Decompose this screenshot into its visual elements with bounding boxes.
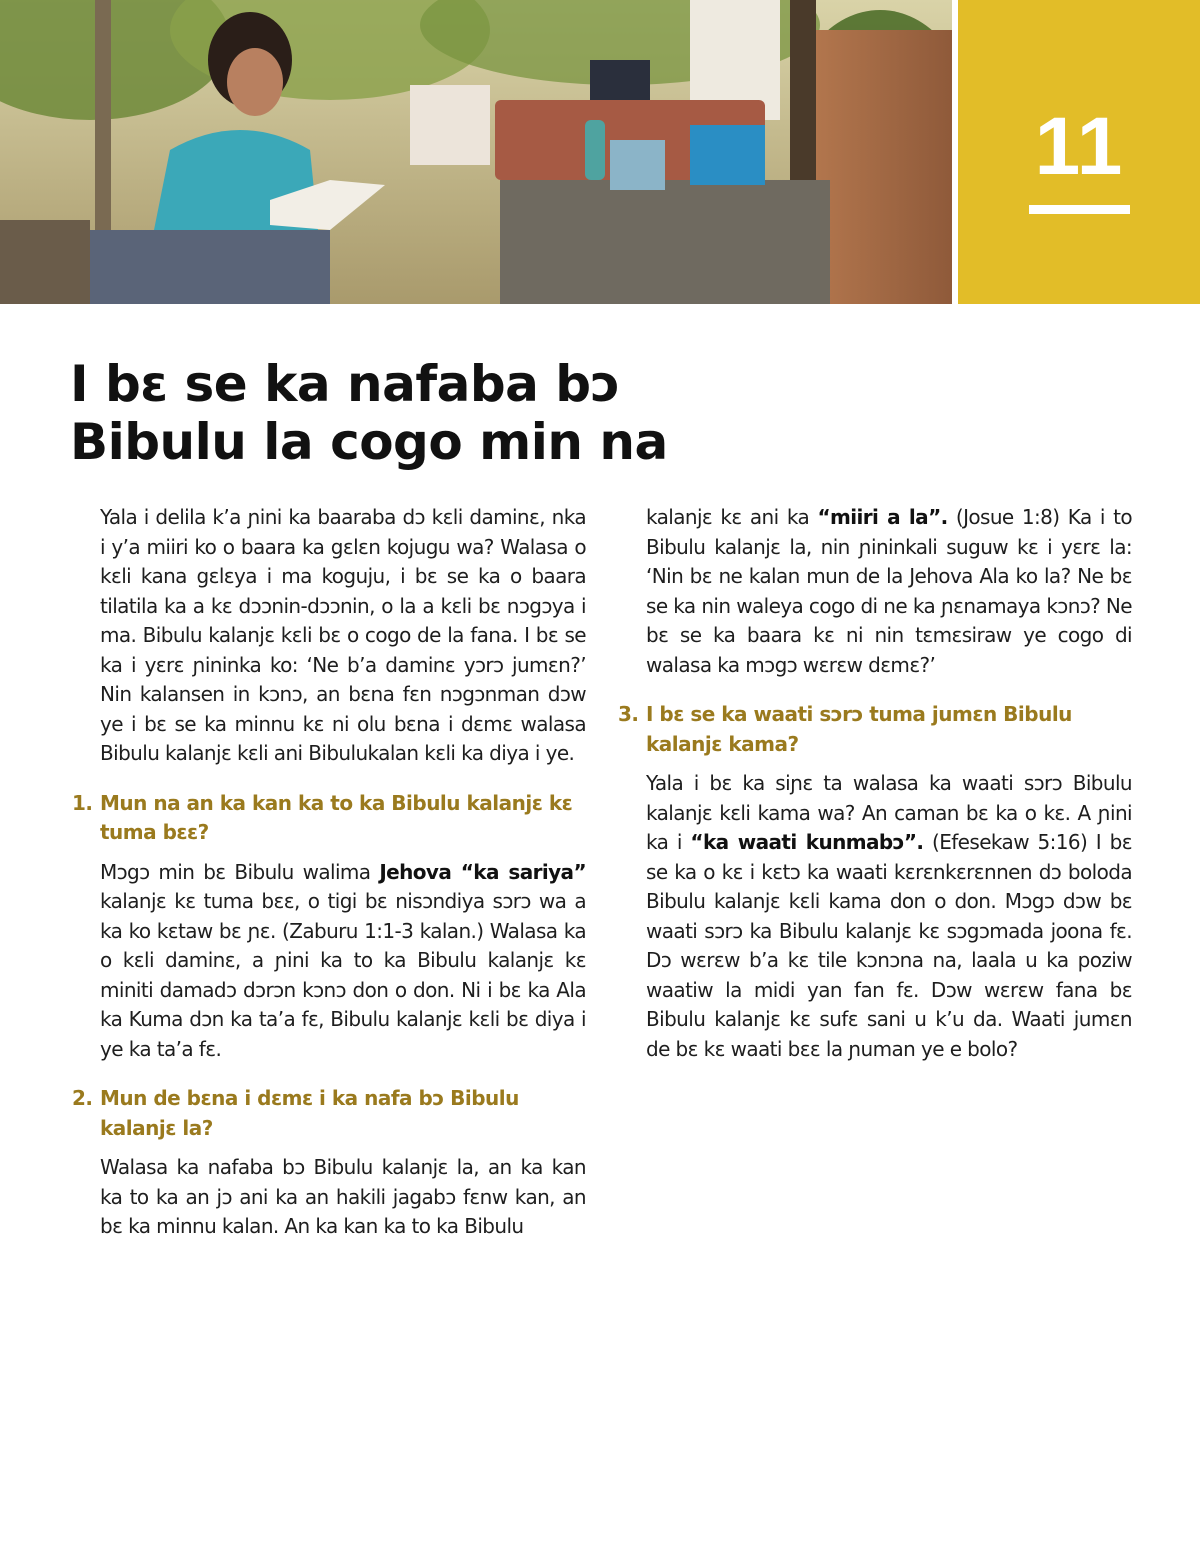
answer-3-paragraph (618, 769, 1132, 1064)
left-column (72, 503, 586, 1242)
answer-1-emphasis: Jehova “ka sariya” (379, 859, 586, 884)
answer-1-paragraph (72, 858, 586, 1065)
chapter-number-box (958, 0, 1200, 304)
answer-2-cont-text-a: kalanjɛ kɛ ani ka (646, 505, 818, 529)
answer-3-text-a: Yala i bɛ ka siɲɛ ta walasa ka waati sɔrɔ Bibulu kalanjɛ kɛli kama wa? An caman bɛ ka o kɛ. A ɲini ka i (646, 771, 1132, 854)
page-title (70, 355, 690, 471)
answer-1-text-a: Mɔgɔ min bɛ Bibulu walima (100, 859, 380, 884)
question-2-number: 2. (72, 1086, 93, 1110)
title-line-2: Bibulu la cogo min na (70, 413, 668, 471)
answer-2-cont-text-c: (Josue 1:8) Ka i to Bibulu kalanjɛ la, nin ɲininkali suguw kɛ i yɛrɛ la: ‘Nin bɛ ne kalan mun de la Jehova Ala ko la? Ne bɛ se ka nin waleya cogo di ne ka ɲɛnamaya kɔnɔ? Ne bɛ se ka baara kɛ ni nin tɛmɛsiraw ye cogo di walasa ka mɔgɔ wɛrɛw dɛmɛ?’ (646, 505, 1133, 677)
question-3-heading (618, 700, 1132, 759)
right-column (618, 503, 1132, 1064)
woman-reading-bible-photo (0, 0, 952, 304)
question-3-text: I bɛ se ka waati sɔrɔ tuma jumɛn Bibulu kalanjɛ kama? (646, 702, 1072, 756)
question-1-number: 1. (72, 790, 93, 815)
question-2-text: Mun de bɛna i dɛmɛ i ka nafa bɔ Bibulu kalanjɛ la? (100, 1086, 519, 1140)
intro-paragraph: Yala i delila k’a ɲini ka baaraba dɔ kɛli daminɛ, nka i y’a miiri ko o baara ka gɛlɛn kojugu wa? Walasa o kɛli kana gɛlɛya i ma koguju, i bɛ se ka o baara tilatila ka a kɛ dɔɔnin-dɔɔnin, o la a kɛli bɛ nɔgɔya i ma. Bibulu kalanjɛ kɛli bɛ o cogo de la fana. I bɛ se ka i yɛrɛ ɲininka ko: ‘Ne b’a daminɛ yɔrɔ jumɛn?’ Nin kalansen in kɔnɔ, an bɛna fɛn nɔgɔnman dɔw ye i bɛ se ka minnu kɛ ni olu bɛna i dɛmɛ walasa Bibulu kalanjɛ kɛli ani Bibulukalan kɛli ka diya i ye. (100, 505, 586, 765)
answer-2-paragraph: Walasa ka nafaba bɔ Bibulu kalanjɛ la, an ka kan ka to ka an jɔ ani ka an hakili jagabɔ fɛnw kan, an bɛ ka minnu kalan. An ka kan ka to ka Bibulu (100, 1155, 586, 1238)
question-2-heading (72, 1084, 586, 1143)
chapter-underline (1029, 205, 1130, 214)
answer-3-text-c: (Efesekaw 5:16) I bɛ se ka o kɛ i kɛtɔ ka waati kɛrɛnkɛrɛnnen dɔ boloda Bibulu kalanjɛ kɛli kama don o don. Mɔgɔ dɔw bɛ waati sɔrɔ ka Bibulu kalanjɛ kɛ sɔgɔmada joona fɛ. Dɔ wɛrɛw b’a kɛ tile kɔnɔna na, laala u ka poziw waatiw la midi yan fan fɛ. Dɔw wɛrɛw fana bɛ Bibulu kalanjɛ kɛ sufɛ sani u k’u da. Waati jumɛn de bɛ kɛ waati bɛɛ la ɲuman ye e bolo? (646, 830, 1132, 1061)
chapter-number: 11 (1034, 101, 1124, 192)
title-line-1: I bɛ se ka nafaba bɔ (70, 355, 620, 413)
answer-2-cont-emphasis: “miiri a la”. (817, 505, 948, 529)
question-3-number: 3. (618, 702, 639, 726)
header-photo (0, 0, 952, 304)
question-1-text: Mun na an ka kan ka to ka Bibulu kalanjɛ kɛ tuma bɛɛ? (100, 790, 573, 844)
answer-2-continued (618, 503, 1132, 680)
question-1-heading (72, 789, 586, 848)
answer-1-text-c: kalanjɛ kɛ tuma bɛɛ, o tigi bɛ nisɔndiya sɔrɔ wa a ka ko kɛtaw bɛ ɲɛ. (Zaburu 1:1-3 kalan.) Walasa ka o kɛli daminɛ, a ɲini ka to ka Bibulu kalanjɛ kɛ miniti damadɔ dɔrɔn kɔnɔ don o don. Ni i bɛ ka Ala ka Kuma dɔn ka ta’a fɛ, Bibulu kalanjɛ kɛli bɛ diya i ye ka ta’a fɛ. (100, 889, 586, 1061)
answer-3-emphasis: “ka waati kunmabɔ”. (690, 830, 924, 854)
